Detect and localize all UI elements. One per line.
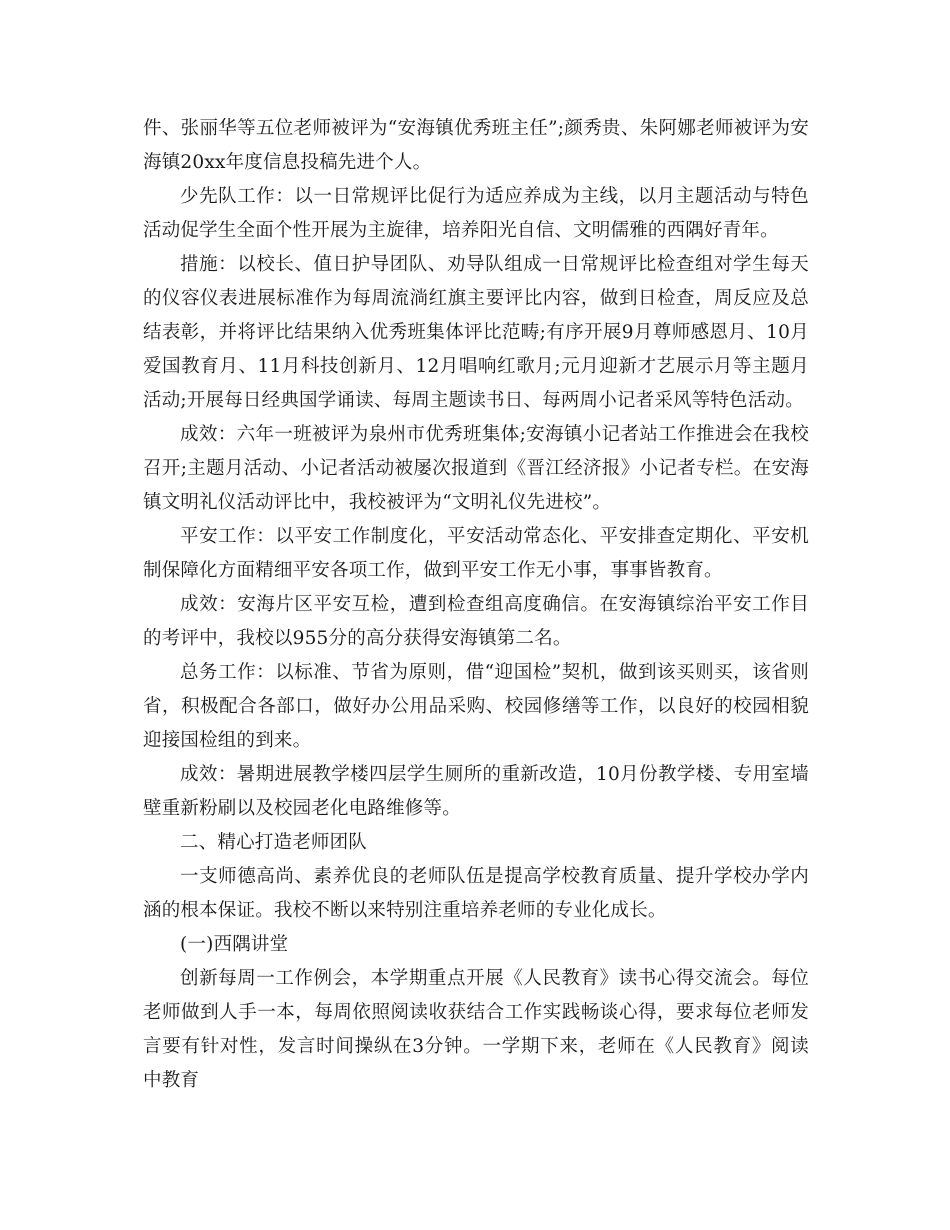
paragraph-3: 措施：以校长、值日护导团队、劝导队组成一日常规评比检查组对学生每天的仪容仪表进展标准作为每周流淌红旗主要评比内容，做到日检查，周反应及总结表彰，并将评比结果纳入优秀班集体评比范畴;有序开展9月尊师感恩月、10月爱国教育月、11月科技创新月、12月唱响红歌月;元月迎新才艺展示月等主题月活动;开展每日经典国学诵读、每周主题读书日、每两周小记者采风等特色活动。 [143,254,809,411]
paragraph-2: 少先队工作：以一日常规评比促行为适应养成为主线，以月主题活动与特色活动促学生全面个性开展为主旋律，培养阳光自信、文明儒雅的西隅好青年。 [143,186,809,241]
paragraph-10: 一支师德高尚、素养优良的老师队伍是提高学校教育质量、提升学校办学内涵的根本保证。我校不断以来特别注重培养老师的专业化成长。 [143,866,809,921]
subsection-heading: (一)西隅讲堂 [180,934,289,955]
paragraph-4: 成效：六年一班被评为泉州市优秀班集体;安海镇小记者站工作推进会在我校召开;主题月活动、小记者活动被屡次报道到《晋江经济报》小记者专栏。在安海镇文明礼仪活动评比中，我校被评为“文明礼仪先进校”。 [143,424,809,513]
document-body [143,112,809,1098]
paragraph-8: 成效：暑期进展教学楼四层学生厕所的重新改造，10月份教学楼、专用室墙壁重新粉刷以及校园老化电路维修等。 [143,764,809,819]
section-heading: 二、精心打造老师团队 [180,832,368,853]
paragraph-7: 总务工作：以标准、节省为原则，借“迎国检”契机，做到该买则买，该省则省，积极配合各部口，做好办公用品采购、校园修缮等工作，以良好的校园相貌迎接国检组的到来。 [143,662,809,751]
paragraph-1: 件、张丽华等五位老师被评为“安海镇优秀班主任”;颜秀贵、朱阿娜老师被评为安海镇20xx年度信息投稿先进个人。 [143,118,809,173]
paragraph-6: 成效：安海片区平安互检，遭到检查组高度确信。在安海镇综治平安工作目的考评中，我校以955分的高分获得安海镇第二名。 [143,594,809,649]
paragraph-5: 平安工作：以平安工作制度化，平安活动常态化、平安排查定期化、平安机制保障化方面精细平安各项工作，做到平安工作无小事，事事皆教育。 [143,526,809,581]
paragraph-12: 创新每周一工作例会，本学期重点开展《人民教育》读书心得交流会。每位老师做到人手一本，每周依照阅读收获结合工作实践畅谈心得，要求每位老师发言要有针对性，发言时间操纵在3分钟。一学期下来，老师在《人民教育》阅读中教育 [143,968,809,1091]
